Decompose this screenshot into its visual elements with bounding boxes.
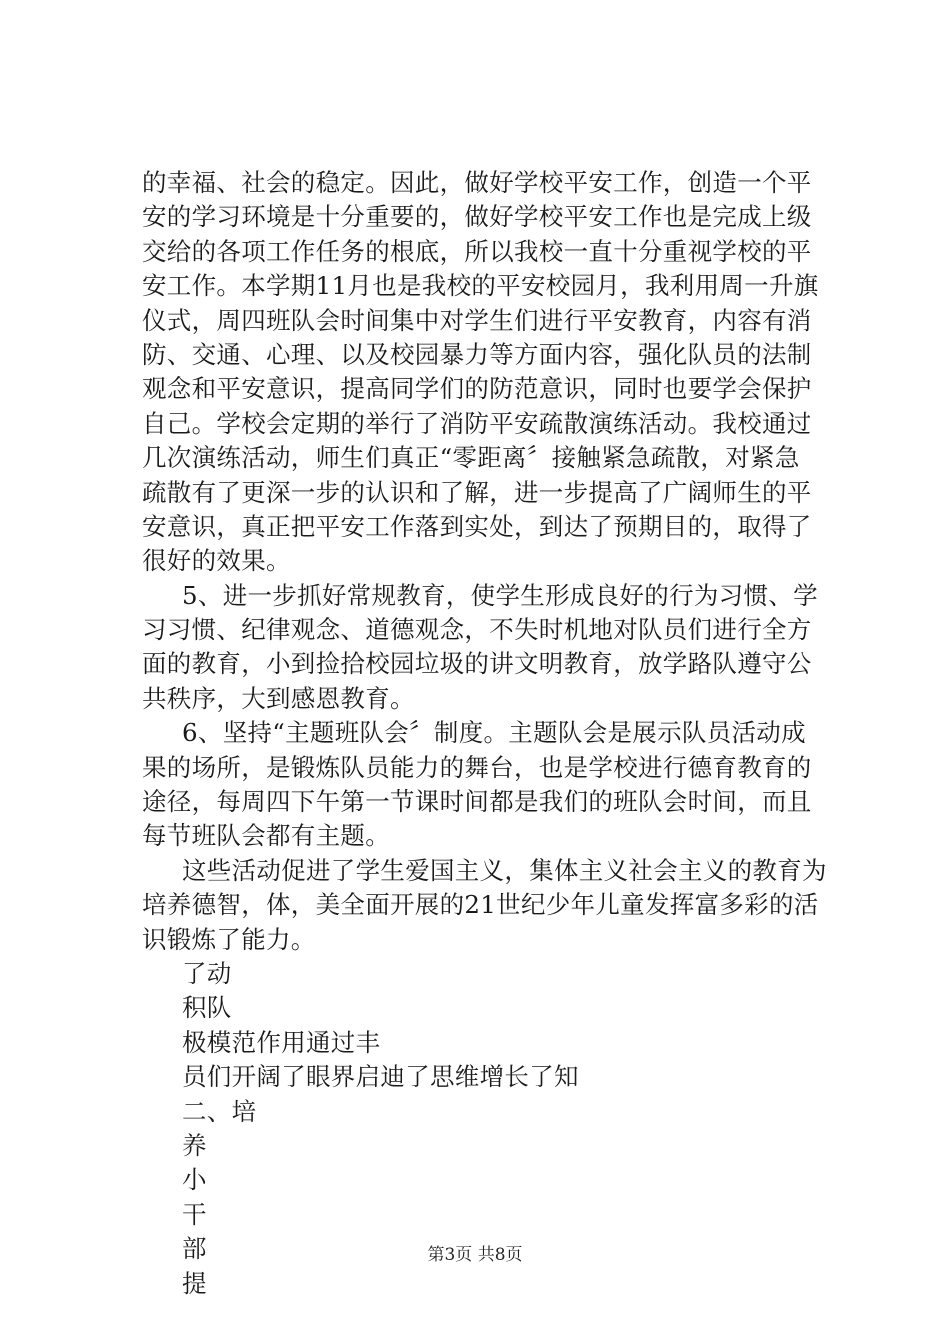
text-line: 识锻炼了能力。	[142, 924, 316, 954]
text-line: 5、进一步抓好常规教育，使学生形成良好的行为习惯、学	[182, 580, 818, 610]
text-line: 二、培	[182, 1096, 257, 1126]
text-line: 安工作。本学期11月也是我校的平安校园月，我利用周一升旗	[142, 271, 819, 301]
text-line: 仪式，周四班队会时间集中对学生们进行平安教育，内容有消	[142, 305, 812, 335]
text-line: 共秩序，大到感恩教育。	[142, 683, 415, 713]
text-line: 员们开阔了眼界启迪了思维增长了知	[182, 1062, 579, 1092]
text-line: 小	[182, 1165, 207, 1195]
text-line: 干	[182, 1199, 207, 1229]
text-line: 安意识，真正把平安工作落到实处，到达了预期目的，取得了	[142, 511, 812, 541]
text-line: 的幸福、社会的稳定。因此，做好学校平安工作，创造一个平	[142, 168, 812, 197]
text-line: 途径，每周四下午第一节课时间都是我们的班队会时间，而且	[142, 787, 812, 817]
text-line: 很好的效果。	[142, 546, 291, 576]
text-line: 培养德智，体，美全面开展的21世纪少年儿童发挥富多彩的活	[142, 890, 819, 920]
text-line: 交给的各项工作任务的根底，所以我校一直十分重视学校的平	[142, 236, 812, 266]
text-line: 部	[182, 1234, 207, 1264]
text-line: 安的学习环境是十分重要的，做好学校平安工作也是完成上级	[142, 202, 812, 232]
text-line: 极模范作用通过丰	[182, 1027, 381, 1057]
text-line: 养	[182, 1130, 207, 1160]
text-line: 几次演练活动，师生们真正“零距离〞接触紧急疏散，对紧急	[142, 443, 800, 473]
text-line: 每节班队会都有主题。	[142, 821, 390, 851]
text-line: 6、坚持“主题班队会〞制度。主题队会是展示队员活动成	[182, 718, 806, 748]
text-line: 防、交通、心理、以及校园暴力等方面内容，强化队员的法制	[142, 339, 812, 369]
page-footer: 第3页 共8页	[427, 1245, 523, 1265]
text-line: 面的教育，小到捡拾校园垃圾的讲文明教育，放学路队遵守公	[142, 649, 812, 679]
text-line: 自己。学校会定期的举行了消防平安疏散演练活动。我校通过	[142, 408, 812, 438]
text-line: 这些活动促进了学生爱国主义，集体主义社会主义的教育为	[182, 855, 827, 885]
text-line: 观念和平安意识，提高同学们的防范意识，同时也要学会保护	[142, 374, 812, 404]
text-line: 积队	[182, 993, 232, 1023]
text-line: 习习惯、纪律观念、道德观念，不失时机地对队员们进行全方	[142, 615, 812, 645]
text-line: 果的场所，是锻炼队员能力的舞台，也是学校进行德育教育的	[142, 752, 812, 782]
text-line: 了动	[182, 958, 232, 988]
document-body	[142, 166, 827, 1301]
text-line: 提	[182, 1268, 207, 1298]
text-line: 疏散有了更深一步的认识和了解，进一步提高了广阔师生的平	[142, 477, 812, 507]
